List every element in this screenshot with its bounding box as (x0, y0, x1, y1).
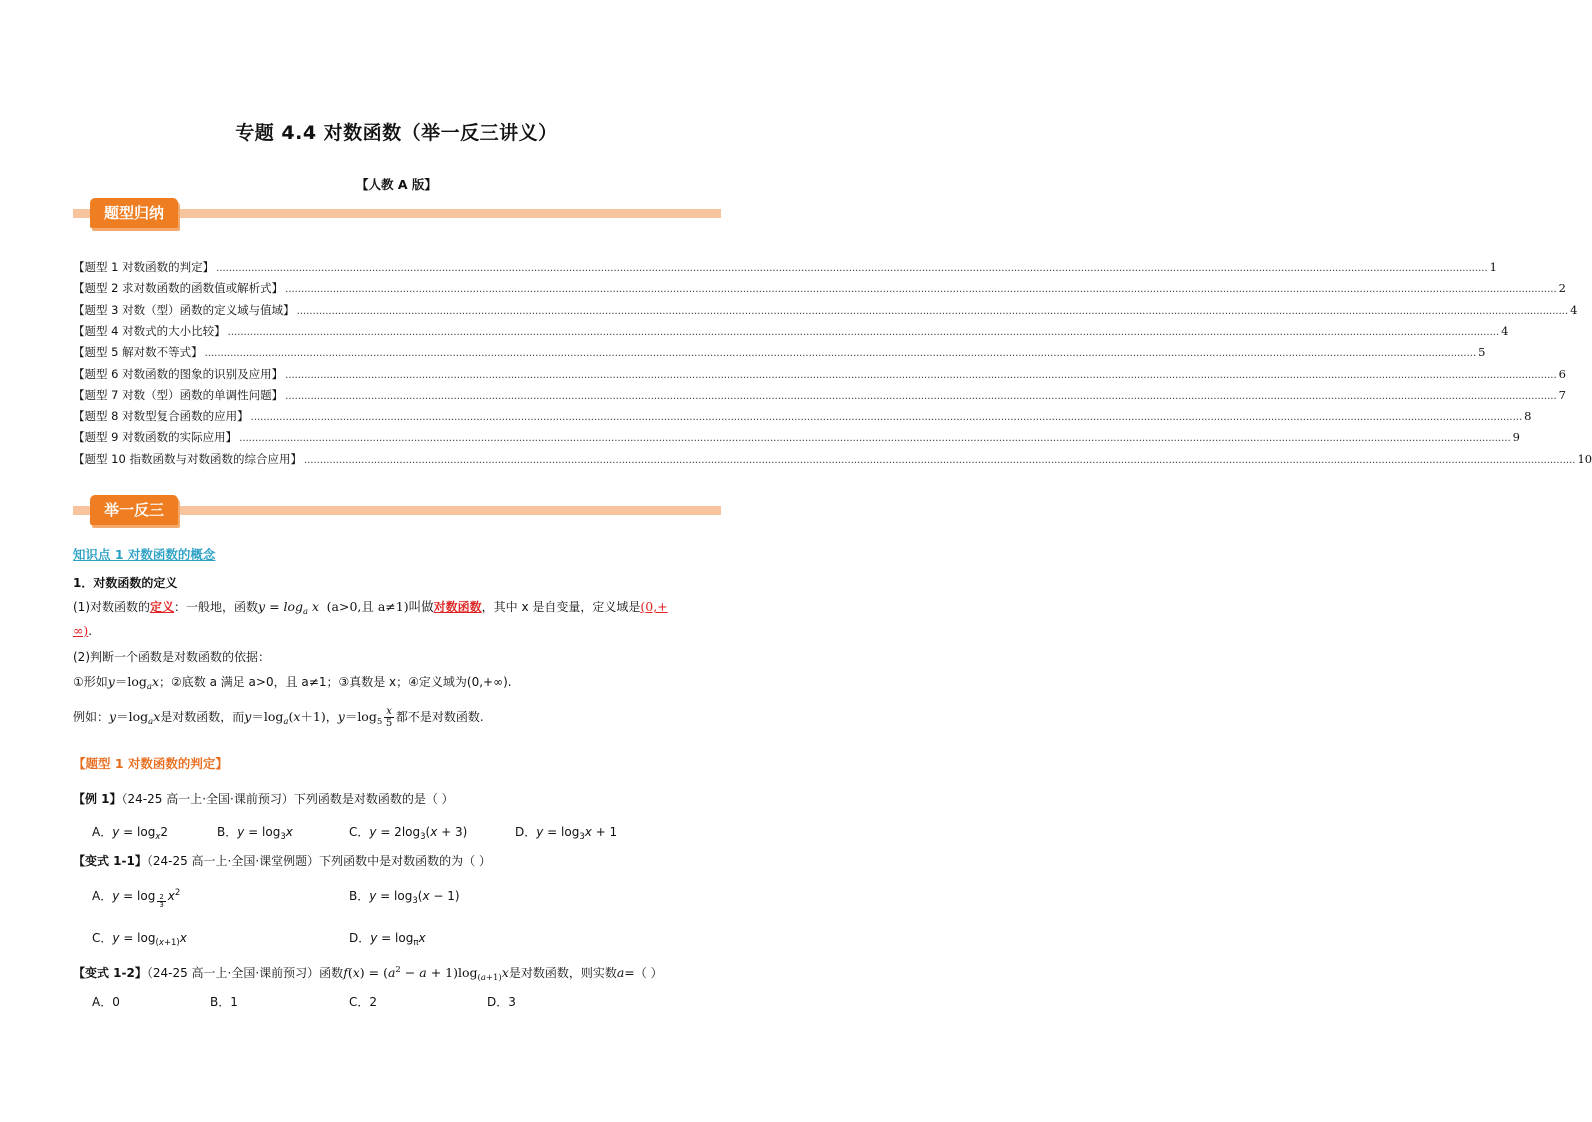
toc-entry-label: 【题型 4 对数式的大小比较】 (73, 323, 226, 338)
toc-entry-label: 【题型 2 求对数函数的函数值或解析式】 (73, 281, 284, 296)
toc-entry-page: 6 (1558, 366, 1566, 381)
variant-label: 【变式 1-1】 (73, 854, 147, 868)
toc-entry-label: 【题型 3 对数（型）函数的定义域与值域】 (73, 302, 295, 317)
text: ：一般地，函数 (174, 600, 259, 614)
text: ；②底数 a 满足 a>0，且 a≠1；③真数是 x；④定义域为(0,+∞). (159, 675, 512, 689)
toc-leader-dots: ................................................................................................................................................................................................................................................................................................................................................................................................................ (239, 433, 1511, 445)
toc-entry-page: 4 (1501, 323, 1509, 338)
toc-entry[interactable] (73, 259, 1497, 279)
toc-leader-dots: ................................................................................................................................................................................................................................................................................................................................................................................................................ (285, 369, 1557, 381)
text: (a>0,且 a≠1)叫做 (326, 599, 434, 614)
toc-leader-dots: ................................................................................................................................................................................................................................................................................................................................................................................................................ (227, 326, 1500, 338)
toc-entry-page: 1 (1489, 260, 1497, 274)
domain-value: ∞) (73, 623, 89, 638)
option-b: B．$y = \log_3x$ (217, 825, 293, 842)
toc-entry-page: 5 (1478, 345, 1486, 360)
definition-paragraph (73, 598, 668, 621)
toc-leader-dots: ................................................................................................................................................................................................................................................................................................................................................................................................................ (296, 305, 1569, 317)
variant-1-2-stem: 【变式 1-2】（24-25 高一上·全国·课前预习）函数$f(x) = (a^2 - a + 1)\log_{(a+1)}x$是对数函数，则实数a=（ ） (73, 965, 663, 983)
question-text: （24-25 高一上·全国·课前预习）函数 (146, 966, 344, 980)
toc-entry[interactable] (73, 451, 1592, 471)
option-a: A．$y = \log_x2$ (92, 825, 168, 842)
option-a: A．0 (92, 995, 120, 1009)
type1-heading: 【题型 1 对数函数的判定】 (73, 756, 228, 771)
toc-entry-label: 【题型 1 对数函数的判定】 (73, 260, 215, 274)
text: (1)对数函数的 (73, 600, 150, 614)
section-tag-main: 举一反三 (90, 495, 178, 525)
option-c: C．2 (349, 995, 378, 1009)
toc-entry-page: 9 (1512, 430, 1520, 445)
text: ①形如 (73, 675, 108, 689)
text: . (88, 624, 93, 638)
toc-entry[interactable] (73, 387, 1566, 407)
example-line: 例如：$y=\log_ax$是对数函数，而$y=\log_a(x+1)$，$y=\log_5$ $\frac{x}{5}$ 都不是对数函数. (73, 706, 484, 729)
definition-heading: 1．对数函数的定义 (73, 576, 178, 590)
toc-entry[interactable] (73, 344, 1486, 364)
option-d: D．3 (487, 995, 516, 1009)
example-label: 【例 1】 (73, 792, 122, 806)
text: 例如： (73, 710, 110, 724)
definition-paragraph-cont (73, 622, 92, 640)
toc-entry-page: 2 (1558, 281, 1566, 296)
question-text: 是对数函数，则实数 (508, 966, 617, 980)
toc-entry-page: 10 (1577, 451, 1592, 466)
toc-leader-dots: ................................................................................................................................................................................................................................................................................................................................................................................................................ (250, 412, 1523, 424)
toc-leader-dots: ................................................................................................................................................................................................................................................................................................................................................................................................................ (285, 284, 1557, 296)
toc-leader-dots: ................................................................................................................................................................................................................................................................................................................................................................................................................ (216, 263, 1488, 274)
toc-entry-label: 【题型 9 对数函数的实际应用】 (73, 430, 238, 445)
domain-value: (0,+ (640, 599, 668, 614)
formula: y = log (258, 599, 304, 614)
toc-leader-dots: ................................................................................................................................................................................................................................................................................................................................................................................................................ (204, 348, 1477, 360)
option-d: D．$y = \log_\pi x$ (349, 931, 426, 948)
toc-entry-label: 【题型 6 对数函数的图象的识别及应用】 (73, 366, 284, 381)
toc-entry-page: 8 (1524, 409, 1532, 424)
edition-label: 【人教 A 版】 (356, 177, 437, 192)
text: ， (325, 710, 338, 724)
criteria-heading: (2)判断一个函数是对数函数的依据： (73, 650, 270, 664)
variant-label: 【变式 1-2】 (73, 966, 147, 980)
toc-entry[interactable] (73, 323, 1509, 343)
option-d: D．$y = \log_3x + 1$ (515, 825, 618, 842)
keyword-term: 对数函数 (433, 600, 482, 614)
toc-entry[interactable] (73, 408, 1532, 428)
option-a: A．y = log $\frac{2}{3}$ $x^2$ (92, 888, 181, 909)
option-b: B．$y = \log_3(x - 1)$ (349, 889, 460, 906)
toc-leader-dots: ................................................................................................................................................................................................................................................................................................................................................................................................................ (303, 454, 1576, 466)
toc-leader-dots: ................................................................................................................................................................................................................................................................................................................................................................................................................ (285, 390, 1557, 402)
section-tag-toc: 题型归纳 (90, 198, 178, 228)
text: ，其中 x 是自变量，定义域是 (481, 600, 641, 614)
option-b: B．1 (210, 995, 238, 1009)
example-1-stem (73, 790, 454, 808)
variant-1-1-stem (73, 852, 491, 870)
toc-entry-label: 【题型 10 指数函数与对数函数的综合应用】 (73, 451, 302, 466)
formula-base: a (303, 607, 309, 617)
page-title: 专题 4.4 对数函数（举一反三讲义） (235, 122, 558, 144)
toc-entry[interactable] (73, 280, 1566, 300)
toc-entry[interactable] (73, 366, 1566, 386)
toc-entry-page: 7 (1558, 387, 1566, 402)
criteria-list: ①形如$y=\log_ax$；②底数 a 满足 a>0，且 a≠1；③真数是 x；④定义域为(0,+∞). (73, 674, 512, 692)
option-c: C．$y = 2\log_3(x + 3)$ (349, 825, 468, 842)
keyword-definition: 定义 (150, 600, 175, 614)
toc-entry-label: 【题型 7 对数（型）函数的单调性问题】 (73, 387, 284, 402)
text: 都不是对数函数. (395, 710, 484, 724)
option-c: C．$y = \log_{(x+1)}x$ (92, 931, 187, 948)
formula-var: x (311, 599, 320, 614)
knowledge-point-title: 知识点 1 对数函数的概念 (73, 547, 216, 562)
toc-entry-label: 【题型 8 对数型复合函数的应用】 (73, 409, 249, 424)
question-text: （24-25 高一上·全国·课堂例题）下列函数中是对数函数的为（ ） (146, 854, 491, 868)
toc-entry-page: 4 (1570, 302, 1578, 317)
question-text: （24-25 高一上·全国·课前预习）下列函数是对数函数的是（ ） (121, 792, 454, 806)
text: 是对数函数，而 (160, 710, 245, 724)
toc-entry[interactable] (73, 429, 1520, 449)
toc-entry[interactable] (73, 302, 1578, 322)
toc-entry-label: 【题型 5 解对数不等式】 (73, 345, 203, 360)
question-text: （ ） (634, 966, 663, 980)
